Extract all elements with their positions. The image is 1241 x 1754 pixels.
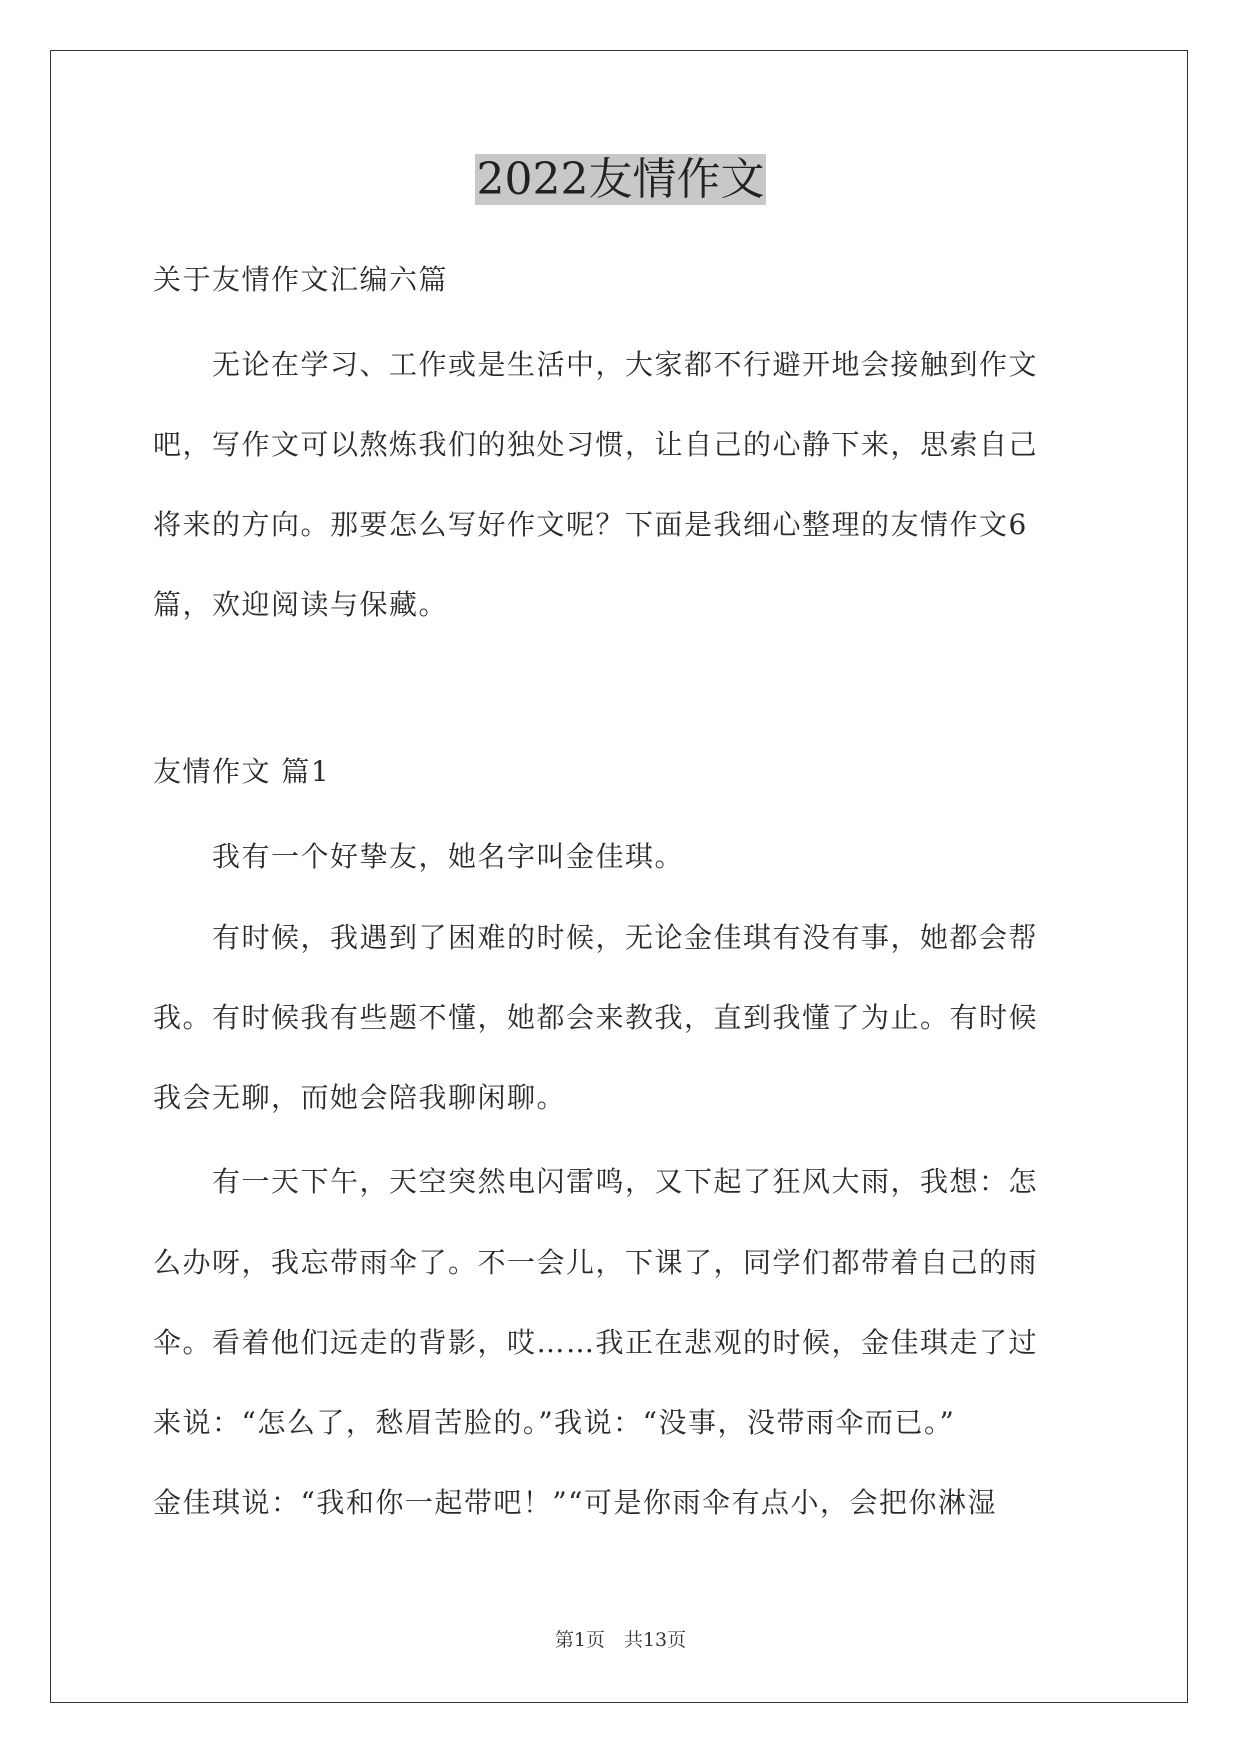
- body-line: 吧，写作文可以熬炼我们的独处习惯，让自己的心静下来，思索自己: [153, 428, 1039, 461]
- body-line: 有一天下午，天空突然电闪雷鸣，又下起了狂风大雨，我想：怎: [153, 1165, 1039, 1198]
- body-line: 我会无聊，而她会陪我聊闲聊。: [153, 1081, 567, 1114]
- body-line: 将来的方向。那要怎么写好作文呢？下面是我细心整理的友情作文6: [153, 508, 1028, 541]
- page-footer: 第1页 共13页: [554, 1629, 687, 1651]
- document-title-text: 2022友情作文: [476, 154, 765, 205]
- body-line: 金佳琪说：“我和你一起带吧！”“可是你雨伞有点小，会把你淋湿: [153, 1486, 997, 1519]
- body-line: 么办呀，我忘带雨伞了。不一会儿，下课了，同学们都带着自己的雨: [153, 1246, 1039, 1279]
- body-line: 篇，欢迎阅读与保藏。: [153, 588, 449, 621]
- body-line: 无论在学习、工作或是生活中，大家都不行避开地会接触到作文: [153, 348, 1039, 381]
- section-heading: 友情作文 篇1: [153, 755, 331, 788]
- body-line: 我。有时候我有些题不懂，她都会来教我，直到我懂了为止。有时候: [153, 1001, 1039, 1034]
- body-line: 来说：“怎么了，愁眉苦脸的。”我说：“没事，没带雨伞而已。”: [153, 1406, 956, 1439]
- document-title: [0, 152, 1241, 208]
- body-line: 我有一个好挚友，她名字叫金佳琪。: [153, 840, 685, 873]
- subtitle-line: 关于友情作文汇编六篇: [153, 263, 449, 296]
- body-line: 有时候，我遇到了困难的时候，无论金佳琪有没有事，她都会帮: [153, 921, 1039, 954]
- body-line: 伞。看着他们远走的背影，哎……我正在悲观的时候，金佳琪走了过: [153, 1326, 1039, 1359]
